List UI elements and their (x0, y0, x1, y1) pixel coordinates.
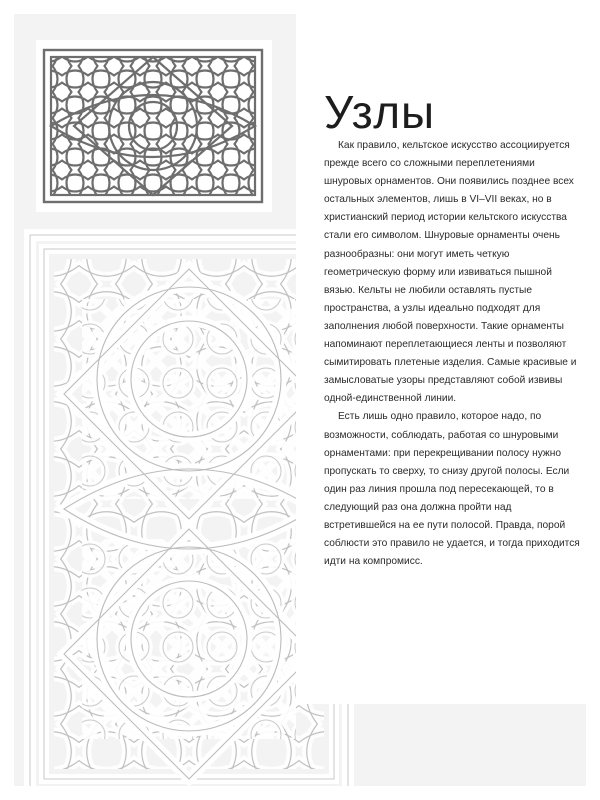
page-margin-left (0, 0, 14, 800)
page-margin-bottom (0, 786, 600, 800)
page-title: Узлы (324, 85, 436, 138)
page-margin-top (0, 0, 600, 14)
body-text (324, 137, 580, 571)
page-margin-right (586, 0, 600, 800)
celtic-knot-square-ornament (36, 40, 272, 212)
paragraph-2: Есть лишь одно правило, которое надо, по возможности, соблюдать, работая со шнуровыми орнаментами: при перекрещивании полосу нужно пропускать то сверху, то снизу другой полосы. Если один раз линия прошла под пересекающей, то в следующий раз она должна пройти над встретившейся на ее пути полосой. Правда, порой соблюсти это правило не удается, и тогда приходится идти на компромисс. (324, 411, 580, 568)
paragraph-1: Как правило, кельтское искусство ассоциируется прежде всего со сложными переплетениями шнуровых орнаментов. Они появились позднее всех остальных элементов, лишь в VI–VII веках, но в христианский период истории кельтского искусства стали его символом. Шнуровые орнаменты очень разнообразны: они могут иметь четкую геометрическую форму или извиваться пышной вязью. Кельты не любили оставлять пустые пространства, а узлы идеально подходят для заполнения любой поверхности. Такие орнаменты напоминают переплетающиеся ленты и позволяют сымитировать плетеные изделия. Самые красивые и замысловатые узоры представляют собой извивы одной-единственной линии. (324, 140, 577, 405)
